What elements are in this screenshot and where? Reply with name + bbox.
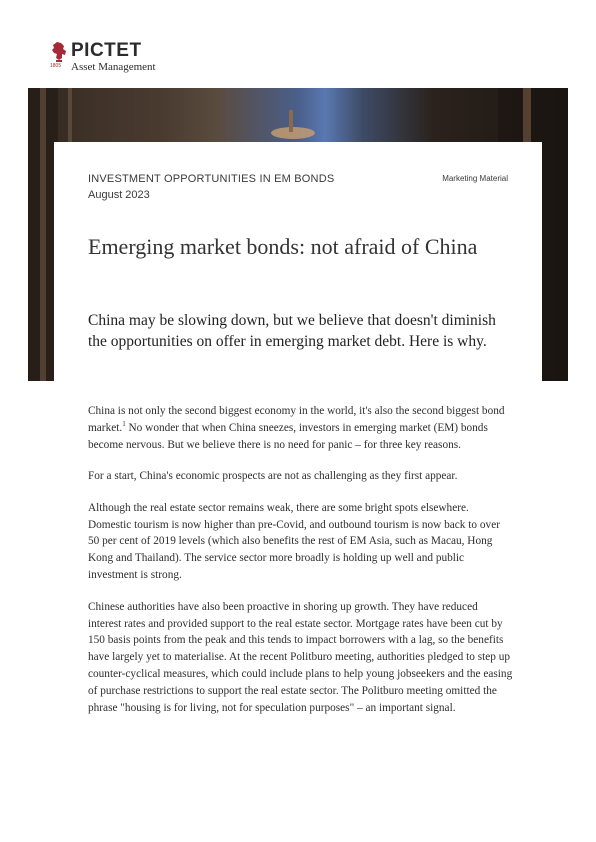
page-subtitle: China may be slowing down, but we believe that doesn't diminish the opportunities on offer in emerging market debt. Here is why. — [88, 312, 496, 350]
pictet-logo — [50, 40, 190, 76]
paragraph-4: Chinese authorities have also been proactive in shoring up growth. They have reduced interest rates and provided support to the real estate sector. Mortgage rates have been cut by 150 basis points from the peak and this tends to impact borrowers with a lag, so the benefits have largely yet to materialise. At the recent Politburo meeting, authorities pledged to step up counter-cyclical measures, which could include plans to help young jobseekers and the easing of purchase restrictions to support the real estate sector. The Politburo meeting omitted the phrase "housing is for living, not for speculation purposes" – an important signal. — [88, 600, 513, 715]
paragraph-2: For a start, China's economic prospects are not as challenging as they first appear. — [88, 470, 458, 483]
paragraph-3: Although the real estate sector remains weak, there are some bright spots elsewhere. Domestic tourism is now higher than pre-Covid, and outbound tourism is now back to over 50 per cent of 2019 levels (which also benefits the rest of EM Asia, such as Macau, Hong Kong and Thailand). The service sector more broadly is holding up well and public investment is strong. — [88, 501, 500, 582]
document-date: August 2023 — [88, 189, 150, 201]
document-kicker: INVESTMENT OPPORTUNITIES IN EM BONDS — [88, 173, 335, 185]
paragraph-1 — [88, 403, 513, 454]
pictet-lion-icon — [50, 41, 68, 63]
logo-brand: PICTET — [71, 40, 142, 61]
article-body — [88, 403, 513, 732]
footnote-ref-1[interactable]: 1 — [122, 420, 126, 429]
paragraph-1-text-a: China is not only the second biggest economy in the world, it's also the second biggest bond market. — [88, 405, 505, 434]
logo-subtitle: Asset Management — [71, 61, 156, 73]
page-title: Emerging market bonds: not afraid of China — [88, 234, 478, 259]
paragraph-1-text-b: No wonder that when China sneezes, investors in emerging market (EM) bonds become nervous. But we believe there is no need for panic – for three key reasons. — [88, 421, 488, 451]
marketing-label: Marketing Material — [442, 174, 508, 183]
logo-year: 1805 — [50, 63, 62, 69]
